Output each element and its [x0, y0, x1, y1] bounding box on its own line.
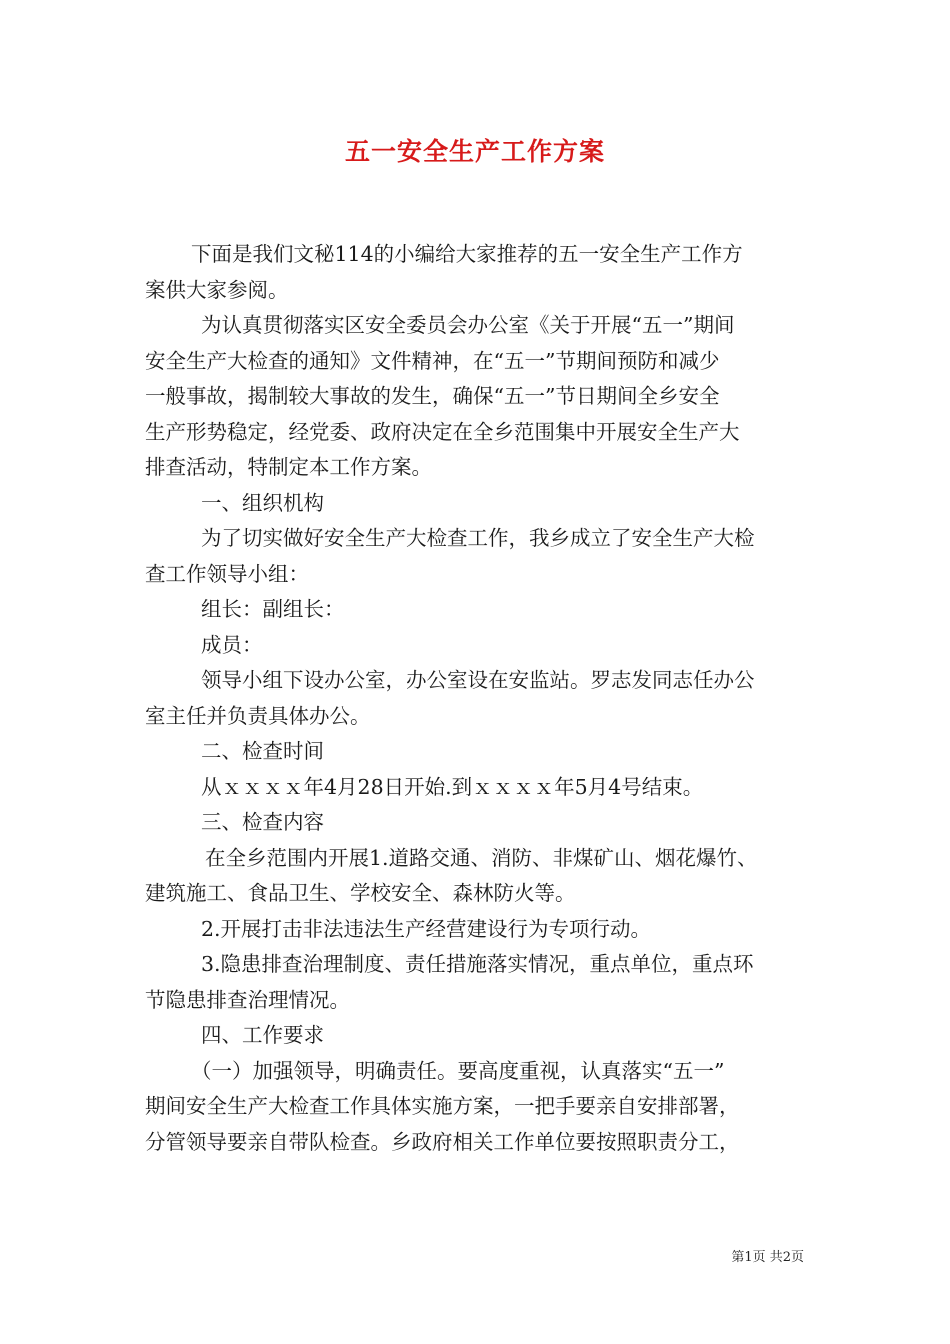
paragraph-line: 从ｘｘｘｘ年4月28日开始.到ｘｘｘｘ年5月4号结束。 [201, 774, 704, 799]
paragraph-line: 组长：副组长： [201, 597, 345, 621]
paragraph-line: 室主任并负责具体办公。 [145, 703, 371, 728]
paragraph-line: 期间安全生产大检查工作具体实施方案，一把手要亲自安排部署， [145, 1094, 740, 1118]
paragraph-line: 在全乡范围内开展1.道路交通、消防、非煤矿山、烟花爆竹、 [205, 845, 758, 870]
section-heading: 四、工作要求 [201, 1023, 324, 1047]
document-title: 五一安全生产工作方案 [344, 137, 605, 166]
paragraph-line: 2.开展打击非法违法生产经营建设行为专项行动。 [201, 916, 652, 941]
paragraph-line: 领导小组下设办公室，办公室设在安监站。罗志发同志任办公 [201, 668, 755, 692]
section-heading: 二、检查时间 [201, 739, 324, 763]
paragraph-line: （一）加强领导，明确责任。要高度重视，认真落实“五一” [191, 1058, 725, 1083]
paragraph-line: 排查活动，特制定本工作方案。 [145, 455, 432, 479]
paragraph-line: 为认真贯彻落实区安全委员会办公室《关于开展“五一”期间 [201, 313, 735, 337]
paragraph-line: 建筑施工、食品卫生、学校安全、森林防火等。 [145, 881, 576, 905]
document-body [145, 237, 810, 1160]
section-heading: 一、组织机构 [201, 490, 324, 515]
paragraph-line: 分管领导要亲自带队检查。乡政府相关工作单位要按照职责分工， [145, 1129, 740, 1154]
paragraph-line: 案供大家参阅。 [145, 277, 289, 302]
page-number: 第1页 共2页 [731, 1250, 804, 1265]
paragraph-line: 安全生产大检查的通知》文件精神，在“五一”节期间预防和减少 [145, 348, 720, 373]
paragraph-line: 为了切实做好安全生产大检查工作，我乡成立了安全生产大检 [201, 526, 755, 550]
paragraph-line: 下面是我们文秘114的小编给大家推荐的五一安全生产工作方 [191, 242, 743, 266]
paragraph-line: 查工作领导小组： [145, 561, 309, 586]
paragraph-line: 3.隐患排查治理制度、责任措施落实情况，重点单位，重点环 [201, 952, 754, 976]
paragraph-line: 生产形势稳定，经党委、政府决定在全乡范围集中开展安全生产大 [145, 419, 740, 444]
section-heading: 三、检查内容 [201, 810, 324, 834]
paragraph-line: 一般事故，揭制较大事故的发生，确保“五一”节日期间全乡安全 [145, 384, 720, 408]
paragraph-line: 成员： [201, 632, 263, 657]
paragraph-line: 节隐患排查治理情况。 [145, 987, 350, 1012]
